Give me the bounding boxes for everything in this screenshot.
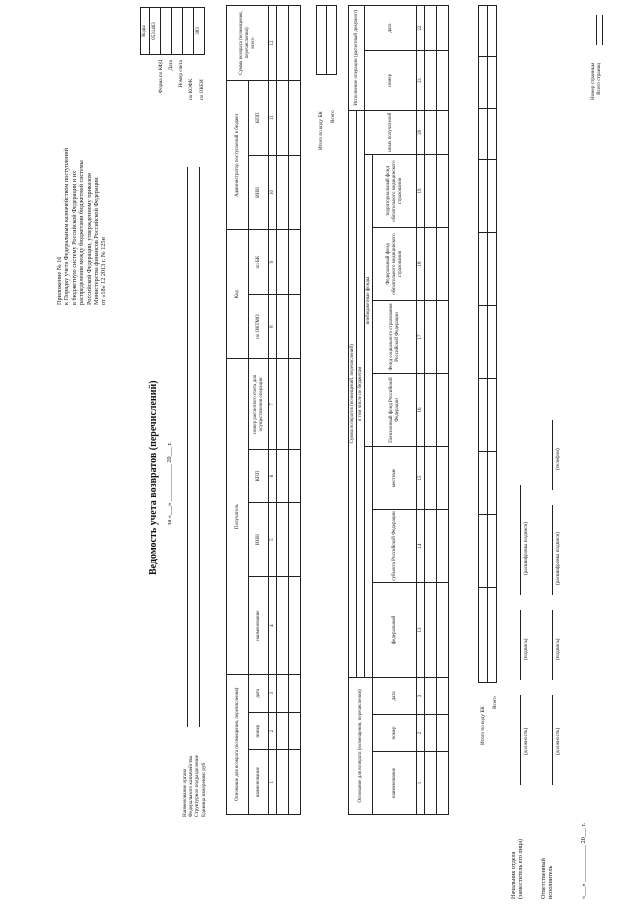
- t1-col-oktmo: по ОКТМО: [249, 294, 269, 359]
- decode-caption: (расшифровка подписи): [523, 522, 529, 575]
- t2-cell: [425, 51, 437, 110]
- t2-cell: [425, 583, 437, 678]
- date-code-cell: [161, 8, 172, 55]
- t2-total-cell: [479, 306, 488, 379]
- signature-caption: (подпись): [523, 638, 529, 660]
- pages-total-line: [602, 15, 603, 45]
- pages-total-label: Всего страниц: [596, 62, 603, 95]
- codes-table: [140, 7, 205, 55]
- t1-col-bk: по БК: [249, 230, 269, 295]
- okei-label: по ОКЕИ: [199, 79, 205, 100]
- appendix-block: [56, 148, 108, 305]
- t1-cell: [289, 6, 301, 81]
- t2-col-tfoms: территориальный фонд обязательного медицинского страхования: [373, 155, 417, 228]
- t2-num: 18: [417, 228, 425, 301]
- t2-cell: [425, 510, 437, 583]
- t1-num: 10: [269, 155, 277, 230]
- t2-num: 13: [417, 583, 425, 678]
- t2-num: 14: [417, 510, 425, 583]
- t1-sum-header-cell: [227, 6, 269, 81]
- responsible-label: Ответственный: [540, 858, 547, 899]
- t1-cell: [277, 750, 289, 815]
- t2-total-cell: [479, 57, 488, 108]
- page-title: Ведомость учета возвратов (перечислений): [148, 380, 159, 575]
- t1-totals: [316, 5, 337, 75]
- appendix-line: Министерства финансов Российской Федерации: [93, 177, 101, 305]
- t2-total-cell: [479, 515, 488, 588]
- t1-num: 9: [269, 230, 277, 295]
- t2-cell: [437, 510, 449, 583]
- t2-total-cell: [479, 160, 488, 233]
- t1-cell: [289, 750, 301, 815]
- okei-code-cell: 383: [194, 8, 205, 55]
- t2-exec-header: Исполнение операции (расчетный документ): [349, 6, 365, 111]
- t2-cell: [437, 447, 449, 510]
- t1-col-kpp: КПП: [249, 450, 269, 502]
- t2-cell: [425, 301, 437, 374]
- t1-cell: [277, 450, 289, 502]
- t2-col-social: Фонд социального страхования Российской Федерации: [373, 301, 417, 374]
- t1-num: 2: [269, 712, 277, 750]
- t2-total-cell: [488, 108, 497, 159]
- executor-block: [540, 858, 555, 899]
- exec-phone-line: [552, 420, 553, 490]
- t2-cell: [437, 51, 449, 110]
- chief-signature-line: [520, 610, 521, 680]
- t2-cell: [437, 678, 449, 715]
- t2-cell: [425, 6, 437, 51]
- t2-totals: [478, 5, 497, 683]
- account-code-cell: [172, 8, 183, 55]
- chief-sub-label: (заместитель его лица): [517, 838, 525, 899]
- t2-cell: [437, 6, 449, 51]
- t1-cell: [289, 155, 301, 230]
- t1-sum-col: всего: [250, 37, 256, 49]
- t2-col-ffoms: Федеральный фонд обязательного медицинского страхования: [373, 228, 417, 301]
- t1-cell: [277, 577, 289, 674]
- t1-cell: [289, 359, 301, 450]
- t2-total-label: Всего: [492, 696, 498, 709]
- t1-cell: [289, 577, 301, 674]
- t2-total-cell: [479, 108, 488, 159]
- t2-num: 2: [417, 715, 425, 752]
- t1-cell: [277, 502, 289, 577]
- t1-num: 4: [269, 577, 277, 674]
- decode-caption: (расшифровка подписи): [555, 532, 561, 585]
- t2-total-cell: [479, 452, 488, 515]
- t2-cell: [425, 228, 437, 301]
- t2-cell: [425, 374, 437, 447]
- t1-col-account: номер расчетного счета для осуществления операции: [249, 359, 269, 450]
- page-number-label: Номер страницы: [590, 62, 596, 100]
- exec-position-line: [552, 695, 553, 785]
- account-label: Номер счета: [178, 60, 184, 88]
- t2-total-cell: [479, 6, 488, 57]
- t1-cell: [289, 230, 301, 295]
- t1-total-bk-cell: [317, 6, 327, 75]
- exec-decode-line: [552, 505, 553, 595]
- t2-col-pension: Пенсионный фонд Российской Федерации: [373, 374, 417, 447]
- page-number-line: [596, 15, 597, 45]
- t1-cell: [277, 155, 289, 230]
- t2-col-number: номер: [373, 715, 417, 752]
- t2-cell: [437, 374, 449, 447]
- t2-total-cell: [479, 233, 488, 306]
- codes-labels: [148, 60, 188, 170]
- t1-col-admin-inn: ИНН: [249, 155, 269, 230]
- t2-num: 22: [417, 6, 425, 51]
- signature-caption: (подпись): [555, 638, 561, 660]
- t1-total-cell: [327, 6, 337, 75]
- t2-num: 1: [417, 752, 425, 815]
- organ-line: [187, 167, 188, 727]
- t2-cell: [437, 110, 449, 154]
- t2-offbudget: внебюджетные фонды: [365, 155, 373, 447]
- t1-num: 11: [269, 80, 277, 155]
- t2-col-date: дата: [373, 678, 417, 715]
- t1-cell: [277, 6, 289, 81]
- t2-cell: [437, 715, 449, 752]
- executor-label: исполнитель: [547, 865, 555, 899]
- t2-total-cell: [479, 379, 488, 452]
- t1-col-date: дата: [249, 674, 269, 712]
- t2-col-federal: федеральный: [373, 583, 417, 678]
- t2-col-exec-number: номер: [365, 51, 417, 110]
- t1-col-name: наименование: [249, 750, 269, 815]
- t2-total-bk-label: Итого по коду БК: [480, 706, 486, 745]
- signature-block: [510, 839, 525, 899]
- t1-sum-header: Сумма возврата (возмещения, перечисления): [238, 11, 250, 75]
- t2-cell: [425, 447, 437, 510]
- t1-cell: [289, 674, 301, 712]
- t2-total-cell: [488, 306, 497, 379]
- t2-cell: [425, 110, 437, 154]
- kofk-code-cell: [183, 8, 194, 55]
- t1-num: 3: [269, 674, 277, 712]
- t2-cell: [425, 715, 437, 752]
- t1-cell: [277, 674, 289, 712]
- t2-total-cell: [488, 160, 497, 233]
- t1-cell: [289, 294, 301, 359]
- appendix-line: в бюджетную систему Российской Федерации и их: [70, 170, 78, 305]
- date-label: Дата: [168, 60, 174, 71]
- t2-total-cell: [488, 57, 497, 108]
- phone-caption: (телефон): [555, 448, 561, 470]
- t1-cell: [277, 359, 289, 450]
- organ-label: Наименование органа: [182, 768, 188, 817]
- t1-cell: [289, 502, 301, 577]
- appendix-line: Приложение № 16: [56, 256, 63, 305]
- returns-table: [226, 5, 301, 815]
- t1-total-bk-label: Итого по коду БК: [318, 111, 324, 150]
- subdivision-line: [199, 167, 200, 727]
- t1-basis-header: Основание для возврата (возмещения, перечисления): [227, 674, 249, 814]
- t1-admin-header: Администратор поступлений в бюджет: [227, 80, 249, 230]
- appendix-line: от «18» 12 2013 г. № 125н: [100, 237, 108, 305]
- t2-cell: [437, 228, 449, 301]
- t1-num: 1: [269, 750, 277, 815]
- treasury-label: Федерального казначейства: [188, 755, 195, 817]
- form-code-cell: 0531463: [150, 8, 161, 55]
- t1-cell: [277, 230, 289, 295]
- position-caption: (должность): [555, 727, 561, 755]
- t1-code-header: Код: [227, 230, 249, 359]
- t1-cell: [277, 712, 289, 750]
- t2-total-cell: [479, 588, 488, 683]
- t1-col-number: номер: [249, 712, 269, 750]
- appendix-line: к Порядку учета Федеральным казначейством поступлений: [63, 148, 71, 305]
- chief-position-line: [520, 695, 521, 785]
- t1-col-admin-kpp: КПП: [249, 80, 269, 155]
- t1-col-inn: ИНН: [249, 502, 269, 577]
- unit-label: Единица измерения: руб: [200, 762, 207, 817]
- t2-total-cell: [488, 6, 497, 57]
- t2-num: 3: [417, 678, 425, 715]
- t2-total-cell: [488, 588, 497, 683]
- t2-col-exec-date: дата: [365, 6, 417, 51]
- t1-cell: [289, 80, 301, 155]
- t2-col-local: местные: [373, 447, 417, 510]
- t1-recipient-header: Получатель: [227, 359, 249, 674]
- t2-cell: [425, 752, 437, 815]
- t2-total-cell: [488, 233, 497, 306]
- t2-num: 21: [417, 51, 425, 110]
- left-labels: [182, 755, 207, 817]
- position-caption: (должность): [523, 727, 529, 755]
- t2-spacer: [365, 447, 373, 678]
- t1-num: 6: [269, 450, 277, 502]
- t2-sum-header: Сумма возвратов (возмещений, перечислений): [349, 110, 357, 677]
- chief-decode-line: [520, 485, 521, 595]
- t2-col-other: иных получателей: [365, 110, 417, 154]
- t2-cell: [425, 678, 437, 715]
- t1-cell: [277, 294, 289, 359]
- distribution-table: [348, 5, 449, 815]
- t1-col-recipient-name: наименование: [249, 577, 269, 674]
- t1-cell: [277, 80, 289, 155]
- t1-num: 12: [269, 6, 277, 81]
- t2-cell: [437, 583, 449, 678]
- t2-cell: [437, 301, 449, 374]
- page-info: [590, 63, 602, 100]
- t1-num: 7: [269, 359, 277, 450]
- t2-total-cell: [488, 452, 497, 515]
- t2-num: 20: [417, 110, 425, 154]
- t2-col-name: наименование: [373, 752, 417, 815]
- t2-total-cell: [488, 515, 497, 588]
- t2-num: 15: [417, 447, 425, 510]
- t2-basis-header: Основание для возврата (возмещения, перечисления): [349, 678, 373, 815]
- t1-num: 5: [269, 502, 277, 577]
- t2-including: в том числе по бюджетам: [357, 110, 365, 677]
- appendix-line: Российской Федерации, утвержденному приказом: [85, 173, 93, 305]
- appendix-line: распределения между бюджетами бюджетной системы: [78, 160, 86, 305]
- t2-total-cell: [488, 379, 497, 452]
- t1-total-label: Всего: [330, 110, 336, 123]
- t2-cell: [437, 752, 449, 815]
- exec-signature-line: [552, 610, 553, 680]
- t1-cell: [289, 450, 301, 502]
- t1-cell: [289, 712, 301, 750]
- t2-num: 17: [417, 301, 425, 374]
- t2-num: 19: [417, 155, 425, 228]
- title-date: за «___» ____________ 20___ г.: [166, 442, 173, 525]
- kofk-label: по КОФК: [188, 78, 194, 100]
- codes-header: Коды: [141, 8, 150, 55]
- t1-num: 8: [269, 294, 277, 359]
- t2-col-subject: субъекта Российской Федерации: [373, 510, 417, 583]
- subdivision-label: Структурное подразделение: [194, 754, 201, 817]
- chief-label: Начальник отдела: [510, 851, 517, 899]
- t2-cell: [425, 155, 437, 228]
- t2-cell: [437, 155, 449, 228]
- signature-date: «___» ____________ 20___ г.: [580, 822, 587, 899]
- t2-num: 16: [417, 374, 425, 447]
- form-label: Форма по КФД: [158, 60, 164, 94]
